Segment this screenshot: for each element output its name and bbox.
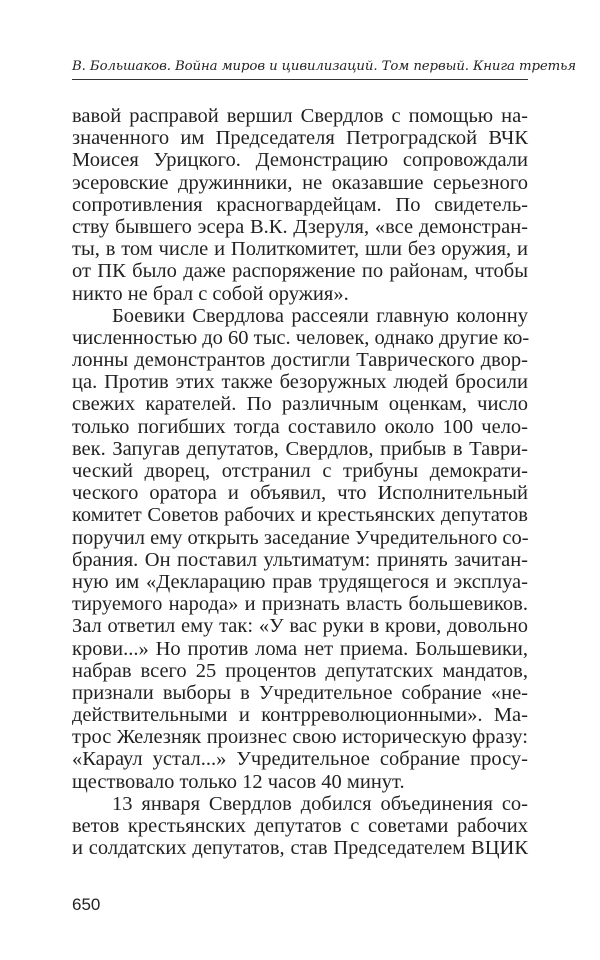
- text-line: Боевики Свердлова рассеяли главную колонну: [112, 304, 528, 327]
- text-line: эсеровские дружинники, не оказавшие серьезного: [72, 171, 528, 194]
- text-line: 13 января Свердлов добился объединения со-: [112, 792, 528, 815]
- text-line: никто не брал с собой оружия».: [72, 282, 349, 305]
- text-line: и солдатских депутатов, став Председателем ВЦИК: [72, 837, 528, 860]
- text-line: трос Железняк произнес свою историческую фразу:: [72, 726, 528, 749]
- text-line: Зал ответил ему так: «У вас руки в крови, довольно: [72, 615, 528, 638]
- text-line: значенного им Председателя Петроградской ВЧК: [72, 127, 528, 150]
- paragraph: [72, 105, 528, 305]
- body-text: [72, 105, 528, 859]
- text-line: ца. Против этих также безоружных людей бросили: [72, 371, 528, 394]
- text-line: лонны демонстрантов достигли Таврического двор-: [72, 349, 528, 372]
- text-line: тируемого народа» и признать власть большевиков.: [72, 593, 528, 616]
- text-line: набрав всего 25 процентов депутатских мандатов,: [72, 659, 528, 682]
- text-line: Моисея Урицкого. Демонстрацию сопровождали: [72, 149, 528, 172]
- text-line: ческий дворец, отстранил с трибуны демократи-: [72, 460, 528, 482]
- text-line: «Караул устал...» Учредительное собрание просу-: [72, 748, 528, 771]
- text-line: сопротивления красногвардейцам. По свидетель-: [72, 193, 528, 216]
- text-line: ству бывшего эсера В.К. Дзеруля, «все демонстран-: [72, 215, 528, 238]
- running-header: В. Большаков. Война миров и цивилизаций. Том первый. Книга третья: [72, 57, 528, 80]
- paragraph: [72, 793, 528, 860]
- text-line: свежих карателей. По различным оценкам, число: [72, 393, 528, 416]
- text-line: век. Запугав депутатов, Свердлов, прибыв в Таври-: [72, 437, 528, 460]
- text-line: брания. Он поставил ультиматум: принять зачитан-: [72, 548, 528, 571]
- text-line: ную им «Декларацию прав трудящегося и эксплуа-: [72, 570, 528, 593]
- text-line: действительными и контрреволюционными». Ма-: [72, 704, 528, 727]
- text-line: ществовало только 12 часов 40 минут.: [72, 770, 405, 793]
- text-line: вавой расправой вершил Свердлов с помощью на-: [72, 105, 528, 127]
- text-line: ветов крестьянских депутатов с советами рабочих: [72, 815, 528, 837]
- text-line: ты, в том числе и Политкомитет, шли без оружия, и: [72, 238, 528, 261]
- text-line: поручил ему открыть заседание Учредительного со-: [72, 526, 529, 549]
- text-line: комитет Советов рабочих и крестьянских депутатов: [72, 504, 528, 527]
- text-line: признали выборы в Учредительное собрание «не-: [72, 681, 528, 704]
- text-line: только погибших тогда составило около 100 чело-: [72, 415, 528, 438]
- text-line: крови...» Но против лома нет приема. Большевики,: [72, 637, 528, 660]
- page-number: 650: [72, 895, 101, 914]
- text-line: ческого оратора и объявил, что Исполнительный: [72, 482, 528, 505]
- text-line: от ПК было даже распоряжение по районам, чтобы: [72, 260, 528, 283]
- paragraph: [72, 305, 528, 793]
- text-line: численностью до 60 тыс. человек, однако другие ко-: [72, 326, 530, 349]
